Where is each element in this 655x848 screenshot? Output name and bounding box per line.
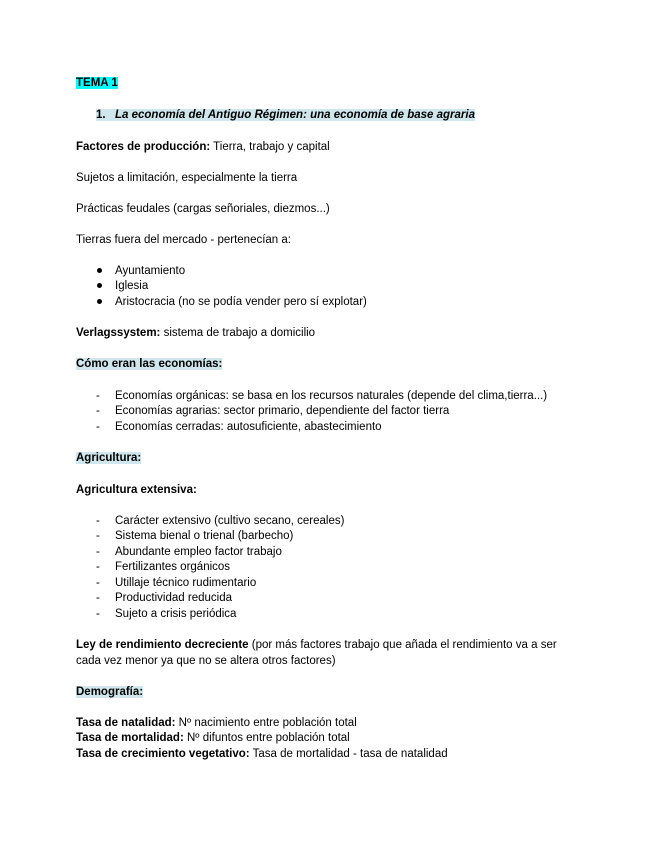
ley-text: (por más factores trabajo que añada el rendimiento va a ser — [248, 639, 557, 651]
list-item: - Economías agrarias: sector primario, dependiente del factor tierra — [96, 405, 450, 417]
ley-label: Ley de rendimiento decreciente — [76, 639, 249, 651]
natalidad-label: Tasa de natalidad: — [76, 717, 176, 729]
factores-paragraph — [76, 140, 330, 154]
tema-heading — [76, 76, 118, 90]
agricultura-extensiva-heading: Agricultura extensiva: — [76, 484, 197, 496]
tierras-paragraph: Tierras fuera del mercado - pertenecían a: — [76, 234, 291, 246]
ley-paragraph-line1 — [76, 638, 557, 652]
section-number: 1. — [96, 109, 106, 121]
verlag-label: Verlagssystem: — [76, 327, 161, 339]
dash-marker: - — [96, 390, 100, 402]
crecimiento-label: Tasa de crecimiento vegetativo: — [76, 748, 250, 760]
factores-text: Tierra, trabajo y capital — [210, 141, 330, 153]
natalidad-line: Tasa de natalidad: Nº nacimiento entre población total — [76, 717, 357, 729]
mortalidad-label: Tasa de mortalidad: — [76, 732, 184, 744]
list-item: Iglesia — [96, 279, 148, 293]
mortalidad-line: Tasa de mortalidad: Nº difuntos entre población total — [76, 732, 350, 744]
demografia-heading: Demografía: — [76, 686, 144, 698]
economias-heading: Cómo eran las economías: — [76, 358, 223, 370]
agricultura-heading: Agricultura: — [76, 452, 142, 464]
list-item: - Sujeto a crisis periódica — [96, 608, 237, 620]
list-item: - Utillaje técnico rudimentario — [96, 577, 257, 589]
practicas-paragraph: Prácticas feudales (cargas señoriales, diezmos...) — [76, 203, 330, 215]
list-item: - Productividad reducida — [96, 592, 232, 604]
limitacion-paragraph: Sujetos a limitación, especialmente la tierra — [76, 172, 298, 184]
dash-marker: - — [96, 577, 100, 589]
dash-marker: - — [96, 592, 100, 604]
ley-paragraph-line2: cada vez menor ya que no se altera otros factores) — [76, 655, 336, 667]
dash-marker: - — [96, 608, 100, 620]
list-item: - Carácter extensivo (cultivo secano, cereales) — [96, 515, 345, 527]
list-item: - Economías orgánicas: se basa en los recursos naturales (depende del clima,tierra...) — [96, 390, 548, 402]
dash-marker: - — [96, 421, 100, 433]
verlag-text: sistema de trabajo a domicilio — [160, 327, 316, 339]
section-heading — [96, 108, 475, 122]
bullet-icon — [97, 299, 102, 304]
list-item: - Fertilizantes orgánicos — [96, 561, 231, 573]
dash-marker: - — [96, 405, 100, 417]
tema-title: TEMA 1 — [76, 77, 118, 89]
list-item: - Abundante empleo factor trabajo — [96, 546, 282, 558]
dash-marker: - — [96, 515, 100, 527]
section-title: La economía del Antiguo Régimen: una economía de base agraria — [115, 109, 475, 121]
verlag-paragraph — [76, 326, 315, 340]
bullet-icon — [97, 283, 102, 288]
dash-marker: - — [96, 561, 100, 573]
list-item: Ayuntamiento — [96, 264, 185, 278]
dash-marker: - — [96, 530, 100, 542]
crecimiento-line: Tasa de crecimiento vegetativo: Tasa de mortalidad - tasa de natalidad — [76, 748, 448, 760]
section-heading-text — [96, 109, 475, 121]
factores-label: Factores de producción: — [76, 141, 211, 153]
list-item: Aristocracia (no se podía vender pero sí explotar) — [96, 295, 367, 309]
dash-marker: - — [96, 546, 100, 558]
list-item: - Sistema bienal o trienal (barbecho) — [96, 530, 294, 542]
list-item: - Economías cerradas: autosuficiente, abastecimiento — [96, 421, 382, 433]
bullet-icon — [97, 268, 102, 273]
